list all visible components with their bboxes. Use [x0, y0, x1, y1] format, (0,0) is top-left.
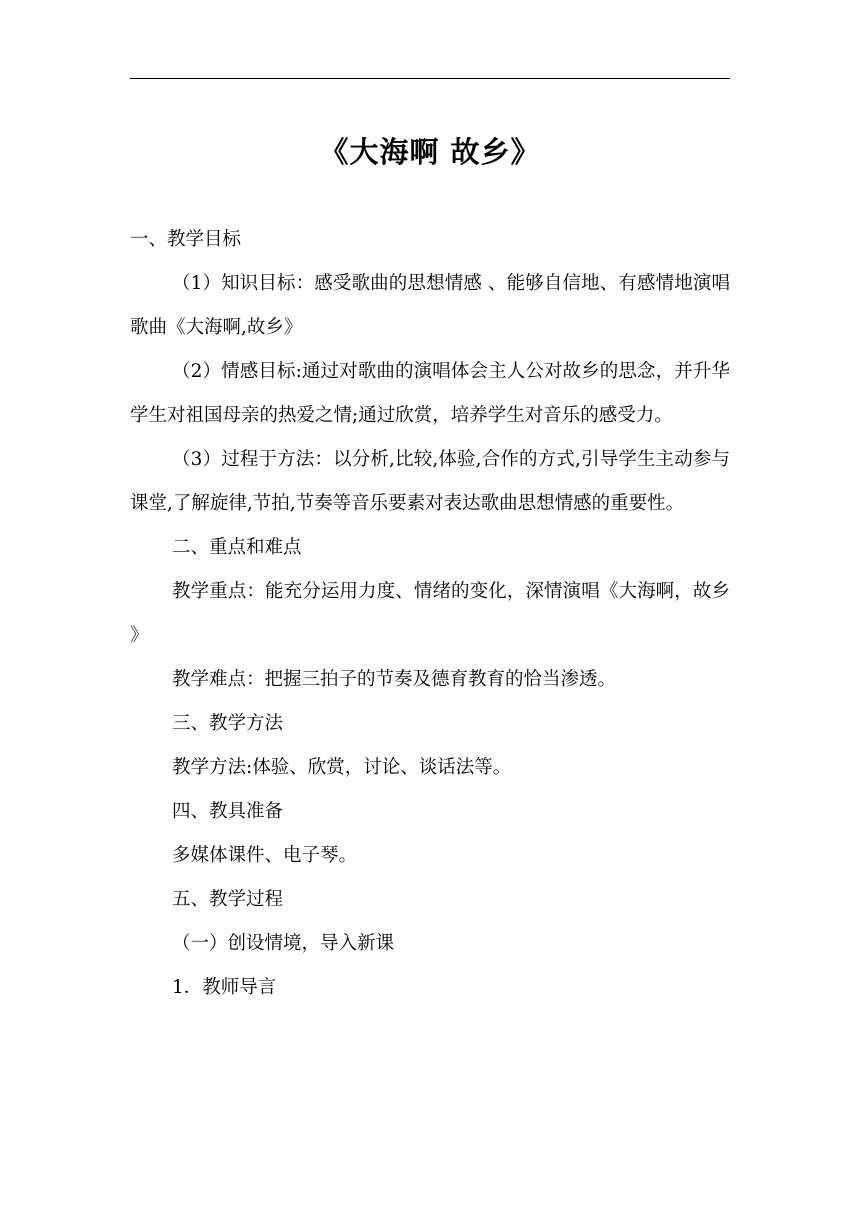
list-item-teacher-intro: 1．教师导言: [172, 977, 277, 998]
document-title: 《大海啊 故乡》: [319, 135, 541, 169]
section-heading-process: 五、教学过程: [172, 889, 284, 910]
paragraph-tools: 多媒体课件、电子琴。: [172, 845, 358, 866]
section-heading-key-points: 二、重点和难点: [172, 537, 302, 558]
paragraph-knowledge-goal: （1）知识目标：感受歌曲的思想情感 、能够自信地、有感情地演唱歌曲《大海啊,故乡》: [130, 273, 730, 338]
paragraph-methods: 教学方法:体验、欣赏，讨论、谈话法等。: [172, 757, 512, 778]
document-body: [130, 218, 730, 1010]
section-heading-tools: 四、教具准备: [172, 801, 284, 822]
subsection-heading-intro: （一）创设情境，导入新课: [172, 933, 395, 954]
paragraph-emotion-goal: （2）情感目标:通过对歌曲的演唱体会主人公对故乡的思念，并升华学生对祖国母亲的热爱之情;通过欣赏，培养学生对音乐的感受力。: [130, 361, 730, 426]
header-rule: [130, 78, 730, 79]
section-heading-methods: 三、教学方法: [172, 713, 284, 734]
paragraph-key-point: 教学重点：能充分运用力度、情绪的变化，深情演唱《大海啊，故乡》: [130, 581, 730, 646]
section-heading-teaching-goals: 一、教学目标: [130, 229, 242, 250]
paragraph-difficult-point: 教学难点：把握三拍子的节奏及德育教育的恰当渗透。: [172, 669, 617, 690]
paragraph-process-goal: （3）过程于方法：以分析,比较,体验,合作的方式,引导学生主动参与课堂,了解旋律,节拍,节奏等音乐要素对表达歌曲思想情感的重要性。: [130, 449, 730, 514]
